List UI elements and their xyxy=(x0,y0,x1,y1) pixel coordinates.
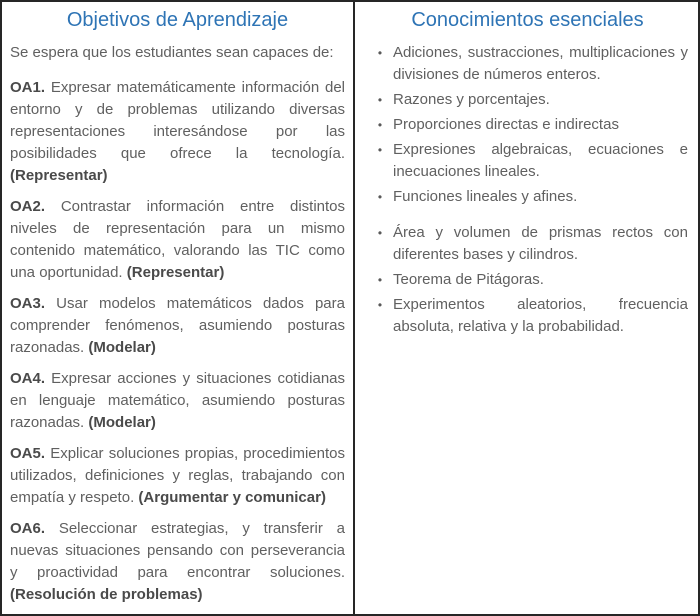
oa4-text: Expresar acciones y situaciones cotidianas en lenguaje matemático, asumiendo posturas razonadas. xyxy=(10,370,346,431)
knowledge-item-text: Razones y porcentajes. xyxy=(393,91,550,108)
knowledge-item-text: Funciones lineales y afines. xyxy=(393,188,578,205)
objective-oa2 xyxy=(10,196,345,284)
knowledge-item xyxy=(367,42,688,86)
oa1-skill: (Representar) xyxy=(10,167,108,184)
objectives-intro: Se espera que los estudiantes sean capaces de: xyxy=(10,44,334,61)
objective-oa6 xyxy=(10,518,345,606)
oa2-skill: (Representar) xyxy=(126,264,225,281)
oa6-code: OA6. xyxy=(10,520,46,537)
knowledge-item-text: Experimentos aleatorios, frecuencia absoluta, relativa y la probabilidad. xyxy=(393,296,688,335)
bullet-icon: • xyxy=(377,46,383,60)
bullet-icon: • xyxy=(377,118,383,132)
oa5-code: OA5. xyxy=(10,445,46,462)
oa4-code: OA4. xyxy=(10,370,46,387)
oa5-text: Explicar soluciones propias, procedimientos utilizados, definiciones y reglas, trabajando con empatía y respeto. xyxy=(10,445,345,506)
knowledge-group-2 xyxy=(367,222,688,338)
knowledge-header: Conocimientos esenciales xyxy=(411,9,644,31)
knowledge-item xyxy=(367,114,688,136)
knowledge-group-1 xyxy=(367,42,688,208)
oa2-text: Contrastar información entre distintos niveles de representación para un mismo contenido matemático, valorando las TIC como una oportunidad. xyxy=(10,198,346,281)
bullet-icon: • xyxy=(377,298,383,312)
knowledge-item xyxy=(367,294,688,338)
objective-oa4 xyxy=(10,368,345,434)
bullet-icon: • xyxy=(377,273,383,287)
oa3-skill: (Modelar) xyxy=(88,339,156,356)
knowledge-item-text: Expresiones algebraicas, ecuaciones e inecuaciones lineales. xyxy=(393,141,688,180)
bullet-icon: • xyxy=(377,93,383,107)
knowledge-item xyxy=(367,269,688,291)
bullet-icon: • xyxy=(377,226,383,240)
oa6-skill: (Resolución de problemas) xyxy=(10,586,203,603)
knowledge-item xyxy=(367,186,688,208)
bullet-icon: • xyxy=(377,190,383,204)
knowledge-item xyxy=(367,89,688,111)
oa4-skill: (Modelar) xyxy=(88,414,156,431)
oa5-skill: (Argumentar y comunicar) xyxy=(138,489,326,506)
knowledge-item xyxy=(367,139,688,183)
oa3-code: OA3. xyxy=(10,295,46,312)
knowledge-column xyxy=(355,2,698,614)
objective-oa3 xyxy=(10,293,345,359)
objectives-header: Objetivos de Aprendizaje xyxy=(66,9,289,31)
oa6-text: Seleccionar estrategias, y transferir a nuevas situaciones pensando con perseverancia y proactividad para encontrar soluciones. xyxy=(10,520,345,581)
oa1-text: Expresar matemáticamente información del entorno y de problemas utilizando diversas representaciones interesándose por las posibilidades que ofrece la tecnología. xyxy=(10,79,345,162)
objective-oa5 xyxy=(10,443,345,509)
objective-oa1 xyxy=(10,77,345,187)
knowledge-item xyxy=(367,222,688,266)
objectives-column xyxy=(2,2,355,614)
oa1-code: OA1. xyxy=(10,79,46,96)
knowledge-item-text: Teorema de Pitágoras. xyxy=(393,271,544,288)
oa3-text: Usar modelos matemáticos dados para comprender fenómenos, asumiendo posturas razonadas. xyxy=(10,295,345,356)
knowledge-item-text: Área y volumen de prismas rectos con diferentes bases y cilindros. xyxy=(393,224,688,263)
bullet-icon: • xyxy=(377,143,383,157)
knowledge-item-text: Proporciones directas e indirectas xyxy=(393,116,619,133)
oa2-code: OA2. xyxy=(10,198,46,215)
knowledge-item-text: Adiciones, sustracciones, multiplicaciones y divisiones de números enteros. xyxy=(393,44,688,83)
